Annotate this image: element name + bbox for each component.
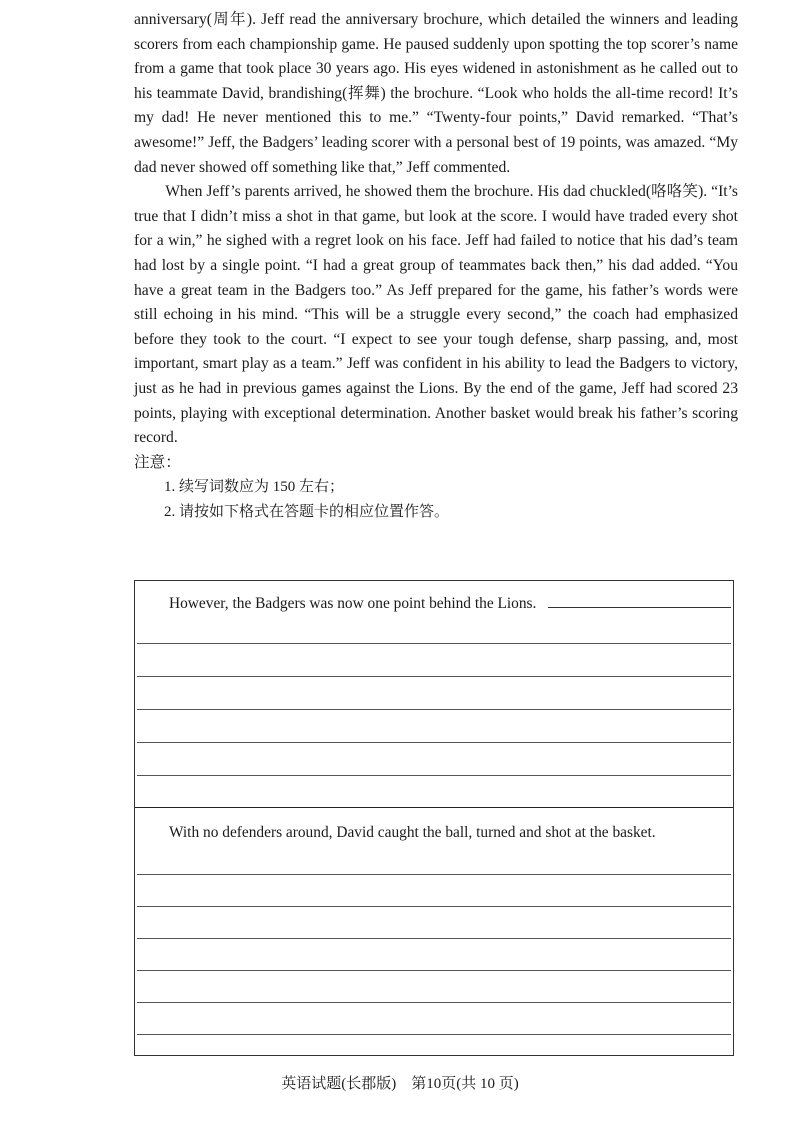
writing-line[interactable] [137, 1002, 731, 1003]
writing-line[interactable] [137, 1034, 731, 1035]
continuation-prompt-1 [169, 595, 733, 613]
writing-line[interactable] [137, 874, 731, 875]
continuation-prompt-1-text: However, the Badgers was now one point behind the Lions. [169, 595, 537, 612]
continuation-prompt-2 [169, 824, 733, 842]
writing-line[interactable] [137, 742, 731, 743]
answer-box [134, 580, 734, 1056]
writing-line[interactable] [137, 676, 731, 677]
note-item-1: 1. 续写词数应为 150 左右； [164, 479, 345, 496]
writing-line[interactable] [137, 970, 731, 971]
writing-line[interactable] [137, 709, 731, 710]
continuation-prompt-2-text: With no defenders around, David caught the ball, turned and shot at the basket. [169, 824, 656, 841]
writing-line[interactable] [137, 643, 731, 644]
passage [134, 8, 738, 524]
answer-section-1 [135, 581, 733, 807]
notes-title: 注意： [134, 453, 181, 471]
writing-line[interactable] [137, 938, 731, 939]
note-item-2: 2. 请按如下格式在答题卡的相应位置作答。 [164, 503, 450, 520]
page-footer: 英语试题(长郡版) 第10页(共 10 页) [281, 1076, 519, 1092]
writing-line[interactable] [137, 775, 731, 776]
writing-line[interactable] [137, 906, 731, 907]
passage-paragraph-1: anniversary(周年). Jeff read the anniversary brochure, which detailed the winners and leading scorers from each championship game. He paused suddenly upon spotting the top scorer’s name from a game that took place 30 years ago. His eyes widened in astonishment as he called out to his teammate David, brandishing(挥舞) the brochure. “Look who holds the all-time record! It’s my dad! He never mentioned this to me.” “Twenty-four points,” David remarked. “That’s awesome!” Jeff, the Badgers’ leading scorer with a personal best of 19 points, was amazed. “My dad never showed off something like that,” Jeff commented. [134, 11, 738, 176]
answer-section-2 [135, 807, 733, 1058]
writing-line[interactable] [548, 606, 731, 608]
passage-paragraph-2: When Jeff’s parents arrived, he showed them the brochure. His dad chuckled(咯咯笑). “It’s true that I didn’t miss a shot in that game, but look at the score. I would have traded every shot for a win,” he sighed with a regret look on his face. Jeff had failed to notice that his dad’s team had lost by a single point. “I had a great group of teammates back then,” his dad added. “You have a great team in the Badgers too.” As Jeff prepared for the game, his father’s words were still echoing in his mind. “This will be a struggle every second,” the coach had emphasized before they took to the court. “I expect to see your tough defense, sharp passing, and, most important, smart play as a team.” Jeff was confident in his ability to lead the Badgers to victory, just as he had in previous games against the Lions. By the end of the game, Jeff had scored 23 points, playing with exceptional determination. Another basket would break his father’s scoring record. [134, 183, 738, 447]
